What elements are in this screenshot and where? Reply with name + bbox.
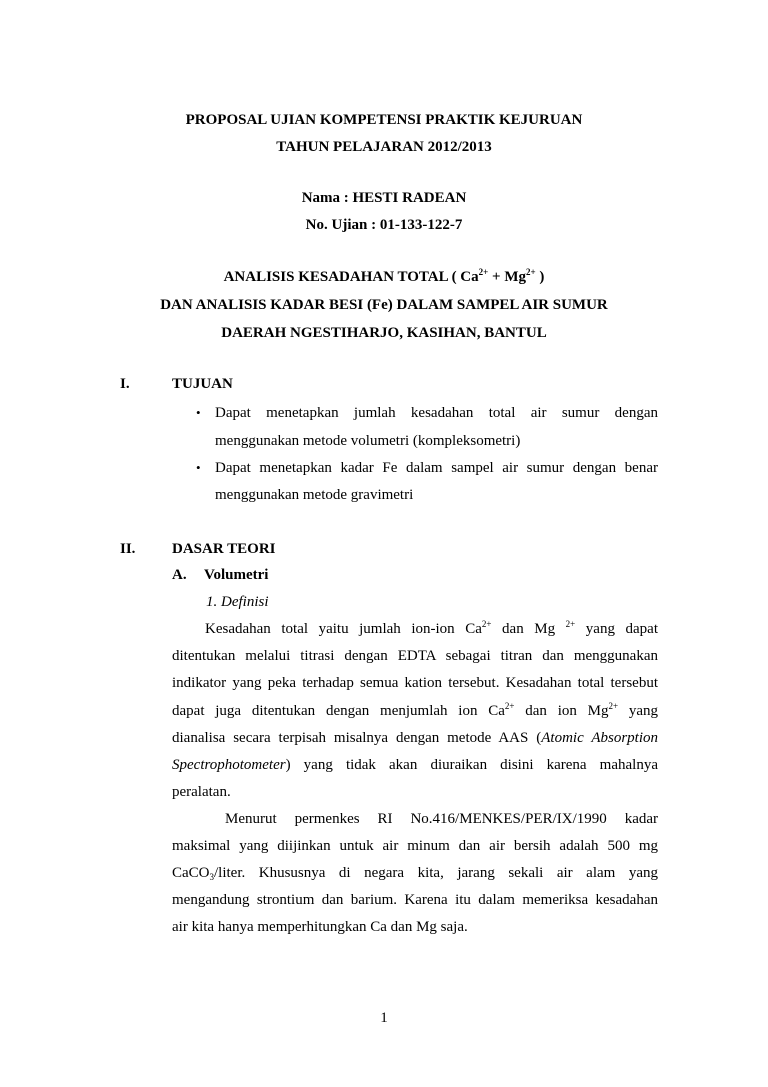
bullet-icon: • — [196, 405, 201, 420]
student-name: Nama : HESTI RADEAN — [301, 190, 467, 206]
bullet-icon: • — [196, 460, 201, 475]
topic-line-2: DAN ANALISIS KADAR BESI (Fe) DALAM SAMPEL AIR SUMUR — [160, 297, 608, 313]
paragraph-line: dianalisa secara terpisah misalnya dengan metode AAS (Atomic Absorption — [172, 730, 659, 746]
exam-number: No. Ujian : 01-133-122-7 — [305, 217, 463, 233]
subsection-letter: A. — [172, 567, 187, 583]
bullet-text: Dapat menetapkan jumlah kesadahan total air sumur dengan — [215, 405, 658, 421]
paragraph-line: Menurut permenkes RI No.416/MENKES/PER/IX/1990 kadar — [225, 811, 658, 827]
paragraph-line: mengandung strontium dan barium. Karena itu dalam memeriksa kesadahan — [172, 892, 658, 908]
paragraph-line: Kesadahan total yaitu jumlah ion-ion $Ca^{2+}$ dan Mg $^{2+}$ yang dapat — [205, 619, 659, 637]
section-numeral: II. — [120, 541, 136, 557]
topic-line-1: ANALISIS KESADAHAN TOTAL ( $Ca^{2+} + Mg^{2+}$ ) — [223, 267, 545, 285]
paragraph-line: maksimal yang diijinkan untuk air minum dan air bersih adalah 500 mg — [172, 838, 658, 854]
paragraph-line: dapat juga ditentukan dengan menjumlah ion $Ca^{2+}$ dan ion $Mg^{2+}$ yang — [172, 701, 658, 719]
subsection-heading: Volumetri — [204, 567, 269, 583]
paragraph-line: CaCO$_3$/liter. Khususnya di negara kita, jarang sekali air alam yang — [172, 865, 658, 882]
item-heading: 1. Definisi — [206, 594, 269, 610]
section-heading: TUJUAN — [172, 376, 233, 392]
paragraph-line: air kita hanya memperhitungkan Ca dan Mg saja. — [172, 919, 468, 935]
topic-line-3: DAERAH NGESTIHARJO, KASIHAN, BANTUL — [221, 325, 547, 341]
bullet-text: menggunakan metode gravimetri — [215, 487, 414, 503]
bullet-text: Dapat menetapkan kadar Fe dalam sampel air sumur dengan benar — [215, 460, 658, 476]
proposal-title: PROPOSAL UJIAN KOMPETENSI PRAKTIK KEJURUAN — [185, 112, 583, 128]
paragraph-line: peralatan. — [172, 784, 231, 800]
paragraph-line: indikator yang peka terhadap semua kation tersebut. Kesadahan total tersebut — [172, 675, 658, 691]
page-number: 1 — [380, 1010, 388, 1026]
section-numeral: I. — [120, 376, 130, 392]
paragraph-line: Spectrophotometer) yang tidak akan diuraikan disini karena mahalnya — [172, 757, 658, 773]
academic-year: TAHUN PELAJARAN 2012/2013 — [276, 139, 492, 155]
paragraph-line: ditentukan melalui titrasi dengan EDTA sebagai titran dan menggunakan — [172, 648, 658, 664]
section-heading: DASAR TEORI — [172, 541, 276, 557]
bullet-text: menggunakan metode volumetri (kompleksometri) — [215, 433, 521, 449]
